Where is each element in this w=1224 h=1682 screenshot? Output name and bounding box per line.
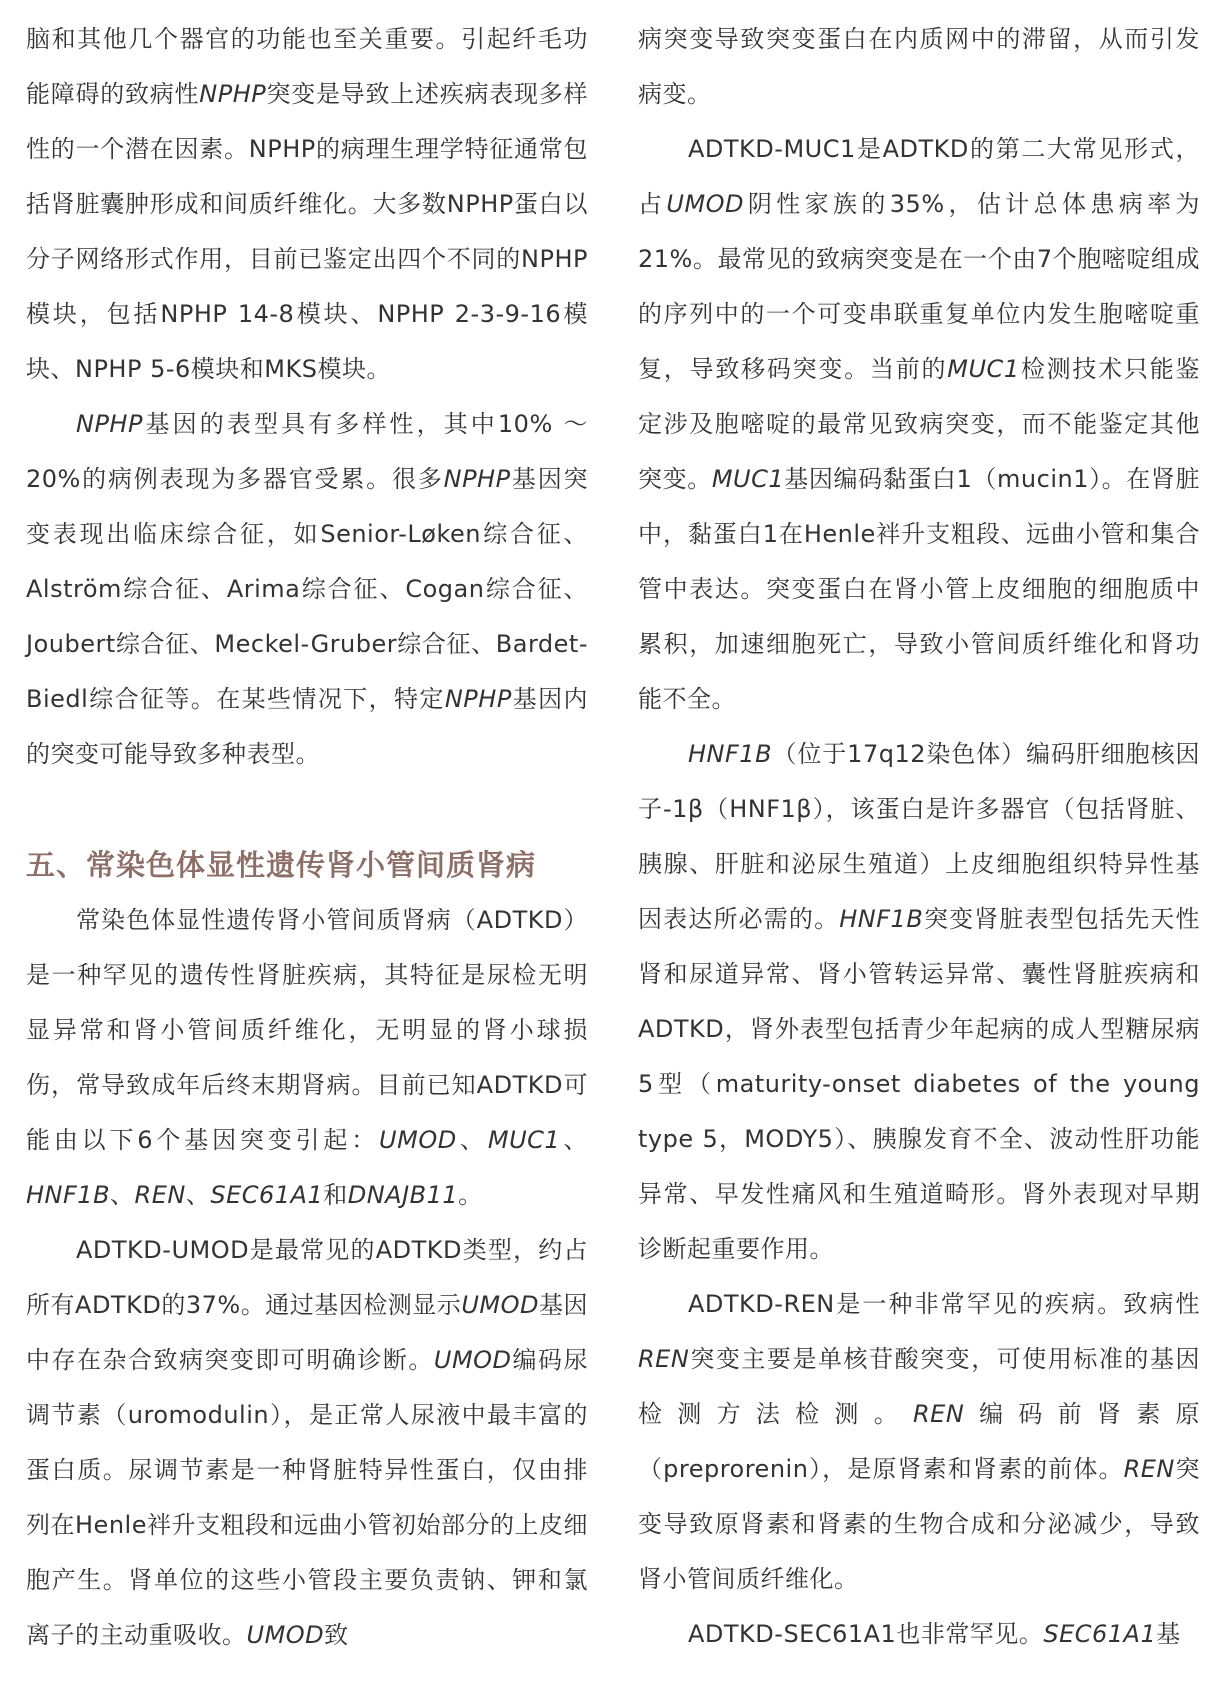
gene-name: REN [1123, 1455, 1175, 1483]
left-column [26, 12, 588, 1663]
paragraph-adtkd-muc1 [638, 122, 1200, 727]
gene-name: DNAJB11 [347, 1181, 459, 1209]
text-run: 和 [323, 1181, 348, 1209]
paragraph-adtkd-ren [638, 1277, 1200, 1607]
gene-name: HNF1B [839, 905, 924, 933]
text-run: 突变肾脏表型包括先天性肾和尿道异常、肾小管转运异常、囊性肾脏疾病和ADTKD，肾外表型包括青少年起病的成人型糖尿病5型（maturity-onset diabetes of the young type 5，MODY5）、胰腺发育不全、波动性肝功能异常、早发性痛风和生殖道畸形。肾外表现对早期诊断起重要作用。 [638, 905, 1201, 1263]
gene-name: REN [913, 1400, 965, 1428]
paragraph-hnf1b [638, 727, 1200, 1277]
paragraph-adtkd-intro [26, 893, 588, 1223]
gene-name: REN [638, 1345, 690, 1373]
right-column [638, 12, 1200, 1662]
gene-name: NPHP [199, 80, 267, 108]
text-run: 致 [324, 1621, 349, 1649]
section-title: 五、常染色体显性遗传肾小管间质肾病 [26, 848, 537, 882]
paragraph-umod-continuation [638, 12, 1200, 122]
text-run: 。 [458, 1181, 483, 1209]
gene-name: UMOD [379, 1126, 457, 1154]
text-run: 突变导致原肾素和肾素的生物合成和分泌减少，导致肾小管间质纤维化。 [638, 1455, 1201, 1593]
text-run: ADTKD-REN是一种非常罕见的疾病。致病性 [688, 1290, 1200, 1318]
text-run: 突变是导致上述疾病表现多样性的一个潜在因素。NPHP的病理生理学特征通常包括肾脏囊肿形成和间质纤维化。大多数NPHP蛋白以分子网络形式作用，目前已鉴定出四个不同的NPHP模块，包括NPHP 14-8模块、NPHP 2-3-9-16模块、NPHP 5-6模块和MKS模块。 [26, 80, 589, 383]
paragraph-adtkd-sec61a1 [638, 1607, 1200, 1662]
text-run: 突变主要是单核苷酸突变，可使用标准的基因检测方法检测。 [638, 1345, 1200, 1428]
text-run: ADTKD-MUC1是ADTKD的第二大常见形式，占 [638, 135, 1200, 218]
text-run: 基因编码黏蛋白1（mucin1）。在肾脏中，黏蛋白1在Henle袢升支粗段、远曲小管和集合管中表达。突变蛋白在肾小管上皮细胞的细胞质中累积，加速细胞死亡，导致小管间质纤维化和肾功能不全。 [638, 465, 1201, 713]
gene-name: UMOD [246, 1621, 325, 1649]
text-run: 编码尿调节素（uromodulin），是正常人尿液中最丰富的蛋白质。尿调节素是一种肾脏特异性蛋白，仅由排列在Henle袢升支粗段和远曲小管初始部分的上皮细胞产生。肾单位的这些小管段主要负责钠、钾和氯离子的主动重吸收。 [26, 1346, 589, 1649]
text-run: 基因内的突变可能导致多种表型。 [26, 685, 589, 768]
gene-name: UMOD [433, 1346, 512, 1374]
paragraph-nphp-continuation [26, 12, 588, 397]
gene-name: NPHP [76, 410, 143, 438]
gene-name: HNF1B [26, 1181, 111, 1209]
gene-name: MUC1 [947, 355, 1020, 383]
paragraph-adtkd-umod [26, 1223, 588, 1663]
text-run: ADTKD-UMOD是最常见的ADTKD类型，约占所有ADTKD的37%。通过基因检测显示 [26, 1236, 588, 1319]
text-run: 常染色体显性遗传肾小管间质肾病（ADTKD）是一种罕见的遗传性肾脏疾病，其特征是尿检无明显异常和肾小管间质纤维化，无明显的肾小球损伤，常导致成年后终末期肾病。目前已知ADTKD可能由以下6个基因突变引起： [26, 906, 588, 1154]
text-run: 基 [1156, 1620, 1181, 1648]
text-run: 基因突变表现出临床综合征，如Senior-Løken综合征、Alström综合征、Arima综合征、Cogan综合征、Joubert综合征、Meckel-Gruber综合征、Bardet-Biedl综合征等。在某些情况下，特定 [26, 465, 589, 713]
text-run: 基因中存在杂合致病突变即可明确诊断。 [26, 1291, 588, 1374]
text-run: 病突变导致突变蛋白在内质网中的滞留，从而引发病变。 [638, 25, 1200, 108]
text-run: （位于17q12染色体）编码肝细胞核因子-1β（HNF1β），该蛋白是许多器官（包括肾脏、胰腺、肝脏和泌尿生殖道）上皮细胞组织特异性基因表达所必需的。 [638, 740, 1200, 933]
text-run: 、 [560, 1126, 588, 1154]
gene-name: MUC1 [487, 1126, 561, 1154]
text-run: 脑和其他几个器官的功能也至关重要。引起纤毛功能障碍的致病性 [26, 25, 588, 108]
gene-name: NPHP [443, 465, 511, 493]
gene-name: HNF1B [688, 740, 773, 768]
text-run: 检测技术只能鉴定涉及胞嘧啶的最常见致病突变，而不能鉴定其他突变。 [638, 355, 1201, 493]
gene-name: REN [134, 1181, 186, 1209]
text-run: ADTKD-SEC61A1也非常罕见。 [688, 1620, 1044, 1648]
text-run: 、 [110, 1181, 135, 1209]
text-run: 、 [456, 1126, 488, 1154]
text-run: 基因的表型具有多样性，其中10% ～ 20%的病例表现为多器官受累。很多 [26, 410, 588, 493]
gene-name: SEC61A1 [1043, 1620, 1157, 1648]
gene-name: UMOD [666, 190, 745, 218]
paragraph-nphp-phenotype [26, 397, 588, 782]
gene-name: NPHP [444, 685, 512, 713]
gene-name: SEC61A1 [210, 1181, 324, 1209]
text-run: 、 [185, 1181, 211, 1209]
gene-name: UMOD [461, 1291, 539, 1319]
text-run: 阴性家族的35%，估计总体患病率为21%。最常见的致病突变是在一个由7个胞嘧啶组成的序列中的一个可变串联重复单位内发生胞嘧啶重复，导致移码突变。当前的 [638, 190, 1200, 383]
gene-name: MUC1 [711, 465, 785, 493]
text-run: 编码前肾素原（preprorenin），是原肾素和肾素的前体。 [638, 1400, 1201, 1483]
